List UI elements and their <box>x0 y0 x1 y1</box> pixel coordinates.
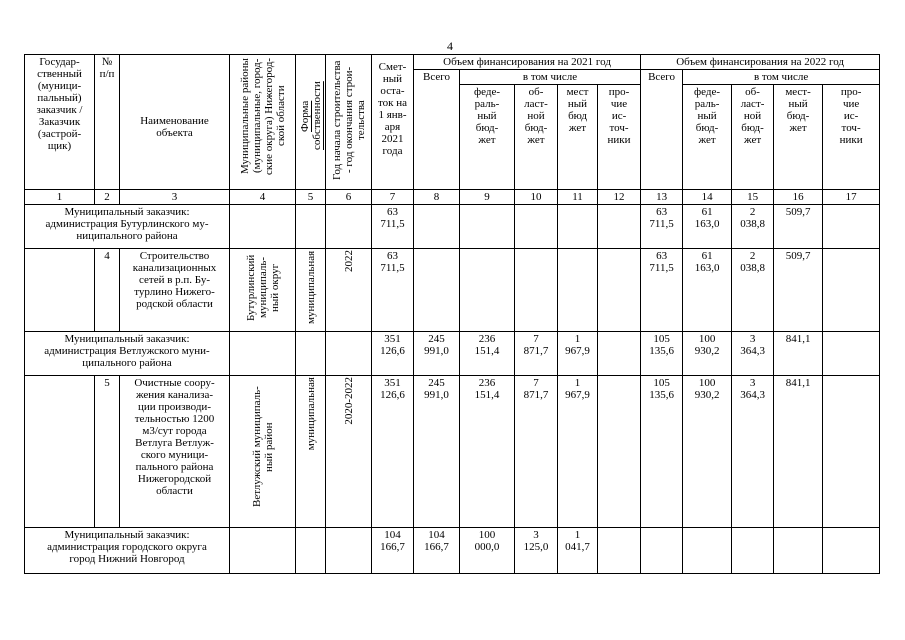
district-cell: Ветлужский муниципаль- ный район <box>250 386 275 508</box>
value-cell: 104 166,7 <box>414 528 460 574</box>
header-fin-2021: Объем финансирования на 2021 год <box>414 55 641 70</box>
value-cell: 3 364,3 <box>732 332 774 376</box>
table-row <box>25 528 880 574</box>
financing-table <box>24 54 880 574</box>
estimate-cell: 104 166,7 <box>372 528 414 574</box>
estimate-cell: 63 711,5 <box>372 205 414 249</box>
header-fin-2022: Объем финансирования на 2022 год <box>641 55 880 70</box>
value-cell: 7 871,7 <box>515 376 558 528</box>
value-cell: 3 125,0 <box>515 528 558 574</box>
header-2022-including: в том числе <box>683 70 880 85</box>
table-row <box>25 376 880 528</box>
years-cell: 2022 <box>342 250 355 272</box>
col-number: 2 <box>95 190 120 205</box>
value-cell: 245 991,0 <box>414 332 460 376</box>
value-cell <box>558 249 598 332</box>
value-cell <box>414 205 460 249</box>
col-number: 6 <box>326 190 372 205</box>
value-cell <box>460 249 515 332</box>
ownership-cell: муниципальная <box>304 250 317 325</box>
customer-cell: Муниципальный заказчик: администрация городского округа город Нижний Новгород <box>25 528 230 574</box>
customer-cell: Муниципальный заказчик: администрация Ветлужского муни- ципального района <box>25 332 230 376</box>
header-years: Год начала строительства - год окончания строи- тельства <box>330 60 367 180</box>
col-number: 15 <box>732 190 774 205</box>
header-2022-other: про- чие ис- точ- ники <box>823 85 880 190</box>
col-number: 14 <box>683 190 732 205</box>
value-cell <box>598 205 641 249</box>
value-cell: 63 711,5 <box>641 249 683 332</box>
value-cell: 2 038,8 <box>732 205 774 249</box>
col-number: 16 <box>774 190 823 205</box>
value-cell <box>598 528 641 574</box>
value-cell: 245 991,0 <box>414 376 460 528</box>
value-cell <box>823 376 880 528</box>
table-row <box>25 332 880 376</box>
header-2022-federal: феде- раль- ный бюд- жет <box>683 85 732 190</box>
value-cell: 100 930,2 <box>683 332 732 376</box>
district-cell: Бутурлинский муниципаль- ный округ <box>244 254 281 321</box>
value-cell <box>823 249 880 332</box>
header-2022-regional: об- ласт- ной бюд- жет <box>732 85 774 190</box>
value-cell <box>460 205 515 249</box>
value-cell <box>558 205 598 249</box>
col-number: 8 <box>414 190 460 205</box>
value-cell <box>515 205 558 249</box>
value-cell <box>774 528 823 574</box>
value-cell: 2 038,8 <box>732 249 774 332</box>
header-2021-other: про- чие ис- точ- ники <box>598 85 641 190</box>
header-customer: Государ- ственный (муници- пальный) заказчик / Заказчик (застрой- щик) <box>25 55 95 190</box>
header-ownership: Форма собственности <box>298 81 323 151</box>
col-number: 5 <box>296 190 326 205</box>
value-cell: 3 364,3 <box>732 376 774 528</box>
header-2021-federal: феде- раль- ный бюд- жет <box>460 85 515 190</box>
value-cell: 841,1 <box>774 332 823 376</box>
col-number: 1 <box>25 190 95 205</box>
value-cell: 100 930,2 <box>683 376 732 528</box>
col-number: 3 <box>120 190 230 205</box>
value-cell <box>598 249 641 332</box>
customer-cell: Муниципальный заказчик: администрация Бутурлинского му- ниципального района <box>25 205 230 249</box>
value-cell: 63 711,5 <box>641 205 683 249</box>
value-cell: 236 151,4 <box>460 376 515 528</box>
ownership-cell: муниципальная <box>304 377 317 451</box>
value-cell: 509,7 <box>774 205 823 249</box>
header-2021-regional: об- ласт- ной бюд- жет <box>515 85 558 190</box>
value-cell: 100 000,0 <box>460 528 515 574</box>
value-cell <box>732 528 774 574</box>
estimate-cell: 351 126,6 <box>372 376 414 528</box>
header-districts: Муниципальные районы (муниципальные, город- ские округа) Нижегород- ской области <box>238 57 287 175</box>
value-cell: 1 967,9 <box>558 376 598 528</box>
value-cell <box>823 332 880 376</box>
value-cell <box>598 332 641 376</box>
header-2022-local: мест- ный бюд- жет <box>774 85 823 190</box>
table-row <box>25 205 880 249</box>
table-row <box>25 249 880 332</box>
object-name: Строительство канализационных сетей в р.п. Бу- турлино Нижего- родской области <box>120 249 230 332</box>
header-object-name: Наименование объекта <box>120 55 230 190</box>
value-cell <box>515 249 558 332</box>
value-cell: 61 163,0 <box>683 205 732 249</box>
estimate-cell: 63 711,5 <box>372 249 414 332</box>
object-number: 5 <box>95 376 120 528</box>
value-cell: 1 967,9 <box>558 332 598 376</box>
header-num: № п/п <box>95 55 120 190</box>
value-cell: 1 041,7 <box>558 528 598 574</box>
value-cell: 509,7 <box>774 249 823 332</box>
value-cell <box>598 376 641 528</box>
col-number: 13 <box>641 190 683 205</box>
years-cell: 2020-2022 <box>342 377 355 425</box>
value-cell: 105 135,6 <box>641 332 683 376</box>
value-cell <box>683 528 732 574</box>
col-number: 9 <box>460 190 515 205</box>
value-cell: 7 871,7 <box>515 332 558 376</box>
header-2021-total: Всего <box>414 70 460 190</box>
value-cell <box>823 205 880 249</box>
value-cell: 61 163,0 <box>683 249 732 332</box>
value-cell: 105 135,6 <box>641 376 683 528</box>
header-estimate: Смет- ный оста- ток на 1 янв- аря 2021 года <box>372 55 414 190</box>
estimate-cell: 351 126,6 <box>372 332 414 376</box>
header-2021-local: мест ный бюд жет <box>558 85 598 190</box>
value-cell <box>414 249 460 332</box>
header-2022-total: Всего <box>641 70 683 190</box>
value-cell: 236 151,4 <box>460 332 515 376</box>
col-number: 10 <box>515 190 558 205</box>
col-number: 4 <box>230 190 296 205</box>
header-2021-including: в том числе <box>460 70 641 85</box>
col-number: 11 <box>558 190 598 205</box>
object-name: Очистные соору- жения канализа- ции производи- тельностью 1200 м3/сут города Ветлуга Ветлуж- ского муници- пального района Нижегородской области <box>120 376 230 528</box>
value-cell <box>823 528 880 574</box>
col-number: 17 <box>823 190 880 205</box>
object-number: 4 <box>95 249 120 332</box>
value-cell: 841,1 <box>774 376 823 528</box>
page-number: 4 <box>447 39 453 53</box>
col-number: 12 <box>598 190 641 205</box>
value-cell <box>641 528 683 574</box>
col-number: 7 <box>372 190 414 205</box>
